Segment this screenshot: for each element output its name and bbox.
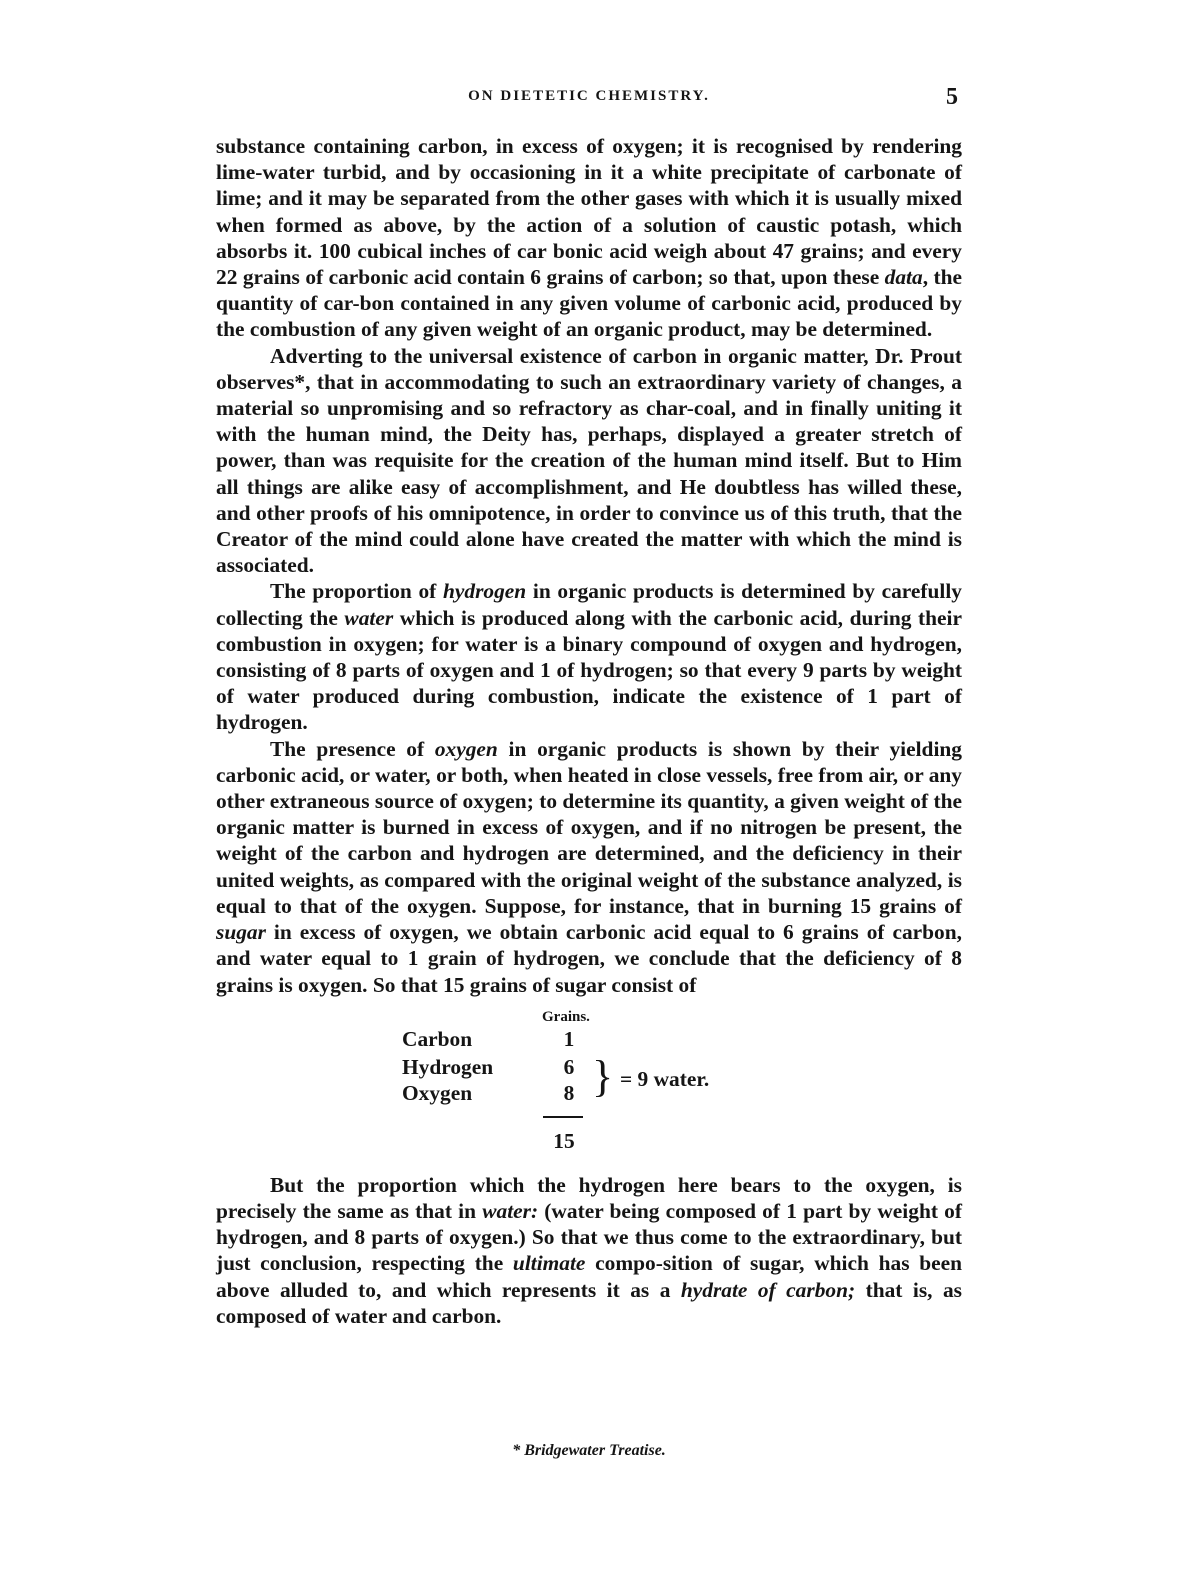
brace-result: = 9 water. — [620, 1066, 710, 1091]
emphasis-data: data — [884, 265, 923, 290]
emphasis-sugar: sugar — [216, 920, 266, 945]
paragraph-prout — [216, 343, 962, 579]
emphasis-ultimate: ultimate — [512, 1251, 586, 1276]
paragraph-text: in organic products is determined by carefully collecting the — [216, 579, 962, 630]
paragraph-text: which is produced along with the carbonic acid, during their combustion in oxygen; for water is a binary compound of oxygen and hydrogen, consisting of 8 parts of oxygen and 1 of hydrogen; so that every 9 parts by weight of water produced during combustion, indicate the existence of 1 part of hydrogen. — [216, 605, 962, 735]
paragraph-text: Adverting to the universal existence of carbon in organic matter, Dr. Prout observes*, that in accommodating to such an extraordinary variety of changes, a material so unpromising and so refractory as char-coal, and in finally uniting it with the human mind, the Deity has, perhaps, displayed a greater stretch of power, than was requisite for the creation of the human mind itself. But to Him all things are alike easy of accomplishment, and He doubtless has willed these, and other proofs of his omnipotence, in order to convince us of this truth, that the Creator of the mind could alone have created the matter with which the mind is associated. — [216, 343, 962, 578]
paragraph-text: But the proportion which the hydrogen here bears to the oxygen, is precisely the same as that in — [216, 1172, 962, 1223]
paragraph-text: compo-sition of sugar, which has been above alluded to, and which represents it as a — [216, 1251, 963, 1302]
paragraph-carbonic-acid — [216, 133, 962, 343]
row-value-oxygen: 8 — [563, 1080, 575, 1105]
paragraph-text: The proportion of — [270, 579, 443, 604]
paragraph-text: , the quantity of car-bon contained in any given volume of carbonic acid, produced by the combustion of any given weight of an organic product, may be determined. — [216, 265, 962, 342]
paragraph-text: (water being composed of 1 part by weight of hydrogen, and 8 parts of oxygen.) So that we thus come to the extraordinary, but just conclusion, respecting the — [216, 1198, 962, 1276]
paragraph-hydrogen — [216, 578, 962, 735]
emphasis-water: water: — [482, 1198, 539, 1223]
paragraph-text: substance containing carbon, in excess of oxygen; it is recognised by rendering lime-water turbid, and by occasioning in it a white precipitate of carbonate of lime; and it may be separated from the other gases with which it is usually mixed when formed as above, by the action of a solution of caustic potash, which absorbs it. 100 cubical inches of car bonic acid weigh about 47 grains; and every 22 grains of carbonic acid contain 6 grains of carbon; so that, upon these — [216, 134, 962, 290]
footnote: * Bridgewater Treatise. — [512, 1442, 666, 1459]
total-value: 15 — [553, 1128, 575, 1153]
row-value-hydrogen: 6 — [563, 1054, 575, 1079]
paragraph-text: The presence of — [270, 736, 435, 761]
paragraph-text: in organic products is shown by their yielding carbonic acid, or water, or both, when heated in close vessels, free from air, or any other extraneous source of oxygen; to determine its quantity, a given weight of the organic matter is burned in excess of oxygen, and if no nitrogen be present, the weight of the carbon and hydrogen are determined, and the deficiency in their united weights, as compared with the original weight of the substance analyzed, is equal to that of the oxygen. Suppose, for instance, that in burning 15 grains of — [216, 736, 962, 918]
row-value-carbon: 1 — [563, 1026, 575, 1051]
emphasis-oxygen: oxygen — [434, 736, 498, 761]
table-column-header: Grains. — [542, 1008, 590, 1025]
row-label-oxygen: Oxygen — [402, 1080, 473, 1105]
running-head: ON DIETETIC CHEMISTRY. — [468, 88, 710, 104]
paragraph-oxygen — [216, 736, 962, 998]
page-header — [216, 86, 962, 116]
sum-rule-divider — [543, 1116, 583, 1118]
body-text — [216, 133, 962, 1329]
emphasis-water: water — [344, 605, 394, 630]
curly-brace: } — [592, 1051, 614, 1101]
emphasis-hydrate-of-carbon: hydrate of carbon; — [680, 1277, 856, 1302]
paragraph-text: in excess of oxygen, we obtain carbonic acid equal to 6 grains of carbon, and water equal to 1 grain of hydrogen, we conclude that the deficiency of 8 grains is oxygen. So that 15 grains of sugar consist of — [216, 920, 962, 997]
sugar-composition-table — [216, 1004, 962, 1162]
row-label-hydrogen: Hydrogen — [402, 1054, 494, 1079]
paragraph-text: that is, as composed of water and carbon. — [216, 1277, 962, 1328]
page-number: 5 — [946, 84, 958, 110]
row-label-carbon: Carbon — [402, 1026, 473, 1051]
paragraph-conclusion — [216, 1172, 962, 1329]
emphasis-hydrogen: hydrogen — [442, 579, 527, 604]
